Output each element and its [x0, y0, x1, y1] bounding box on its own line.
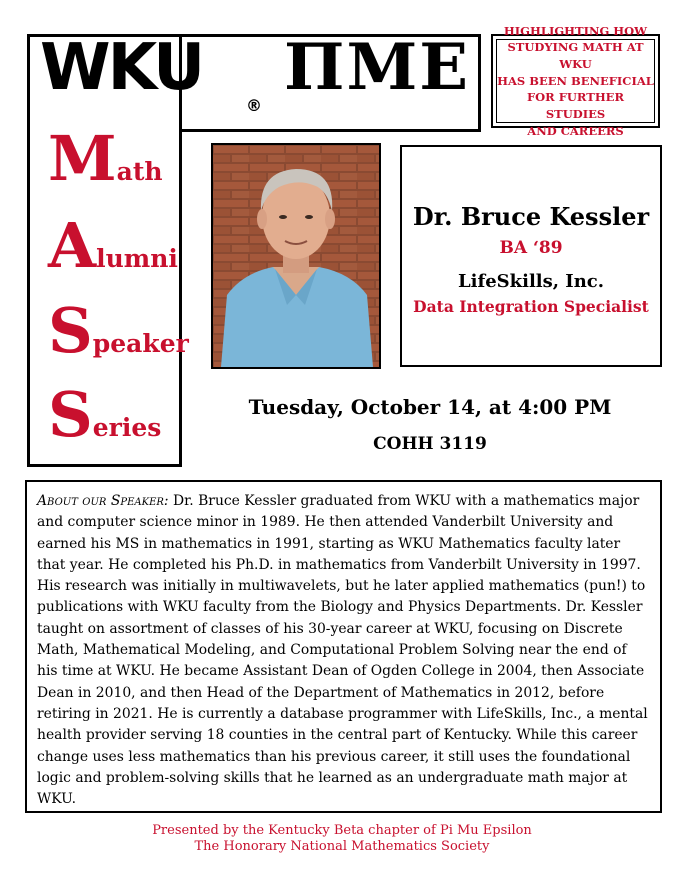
series-initial: S: [48, 294, 93, 367]
highlight-box: [491, 23, 660, 138]
series-word-math: [48, 122, 163, 195]
footer-presented-by: Presented by the Kentucky Beta chapter of Pi Mu Epsilon: [152, 823, 532, 838]
speaker-organization: LifeSkills, Inc.: [457, 271, 605, 292]
speaker-role: Data Integration Specialist: [413, 297, 649, 316]
highlight-line: FOR FURTHER STUDIES: [526, 90, 625, 122]
series-rest: peaker: [92, 329, 189, 358]
speaker-degree: BA ‘89: [499, 238, 563, 258]
series-initial: M: [48, 122, 117, 195]
event-datetime: Tuesday, October 14, at 4:00 PM: [248, 395, 612, 419]
speaker-info-box: [400, 145, 662, 367]
series-initial: S: [48, 378, 93, 451]
series-rest: eries: [92, 413, 162, 442]
highlight-line: AND CAREERS: [527, 123, 624, 138]
series-rest: lumni: [96, 244, 178, 273]
pi-mu-epsilon-letters: ΠΜΕ: [284, 30, 471, 105]
highlight-inner-border: [496, 39, 655, 123]
series-word-alumni: [48, 209, 178, 282]
series-word-speaker: [48, 294, 189, 367]
highlight-line: HAS BEEN BENEFICIAL: [497, 73, 654, 88]
about-label: About our Speaker:: [37, 493, 169, 509]
highlight-line: STUDYING MATH AT WKU: [507, 40, 644, 71]
series-initial: A: [48, 209, 97, 282]
series-word-series: [48, 378, 162, 451]
speaker-portrait-image: [213, 145, 379, 367]
highlight-line: HIGHLIGHTING HOW: [503, 23, 648, 38]
footer-society: The Honorary National Mathematics Society: [194, 839, 490, 854]
event-room: COHH 3119: [373, 434, 487, 454]
speaker-name: Dr. Bruce Kessler: [412, 202, 650, 231]
series-rest: ath: [116, 157, 163, 186]
registered-mark: ®: [246, 96, 262, 115]
about-speaker-box: [25, 480, 662, 813]
wku-logo: WKU: [40, 31, 203, 105]
about-text: Dr. Bruce Kessler graduated from WKU with a mathematics major and computer science minor in 1989. He then attended Vanderbilt University and earned his MS in mathematics in 1991, starting as WKU Mathematics faculty later that year. He completed his Ph.D. in mathematics from Vanderbilt University in 1997. His research was initially in multiwavelets, but he later applied mathematics (pun!) to publications with WKU faculty from the Biology and Physics Departments. Dr. Kessler taught on assortment of classes of his 30-year career at WKU, focusing on Discrete Math, Mathematical Modeling, and Computational Problem Solving near the end of his time at WKU. He became Assistant Dean of Ogden College in 2004, then Associate Dean in 2010, and then Head of the Department of Mathematics in 2012, before retiring in 2021. He is currently a database programmer with LifeSkills, Inc., a mental health provider serving 18 counties in the central part of Kentucky. While this career change uses less mathematics than his previous career, it still uses the foundational logic and problem-solving skills that he learned as an undergraduate math major at WKU.: [37, 493, 648, 808]
speaker-photo: [211, 143, 381, 369]
frame-divider: [179, 129, 481, 132]
